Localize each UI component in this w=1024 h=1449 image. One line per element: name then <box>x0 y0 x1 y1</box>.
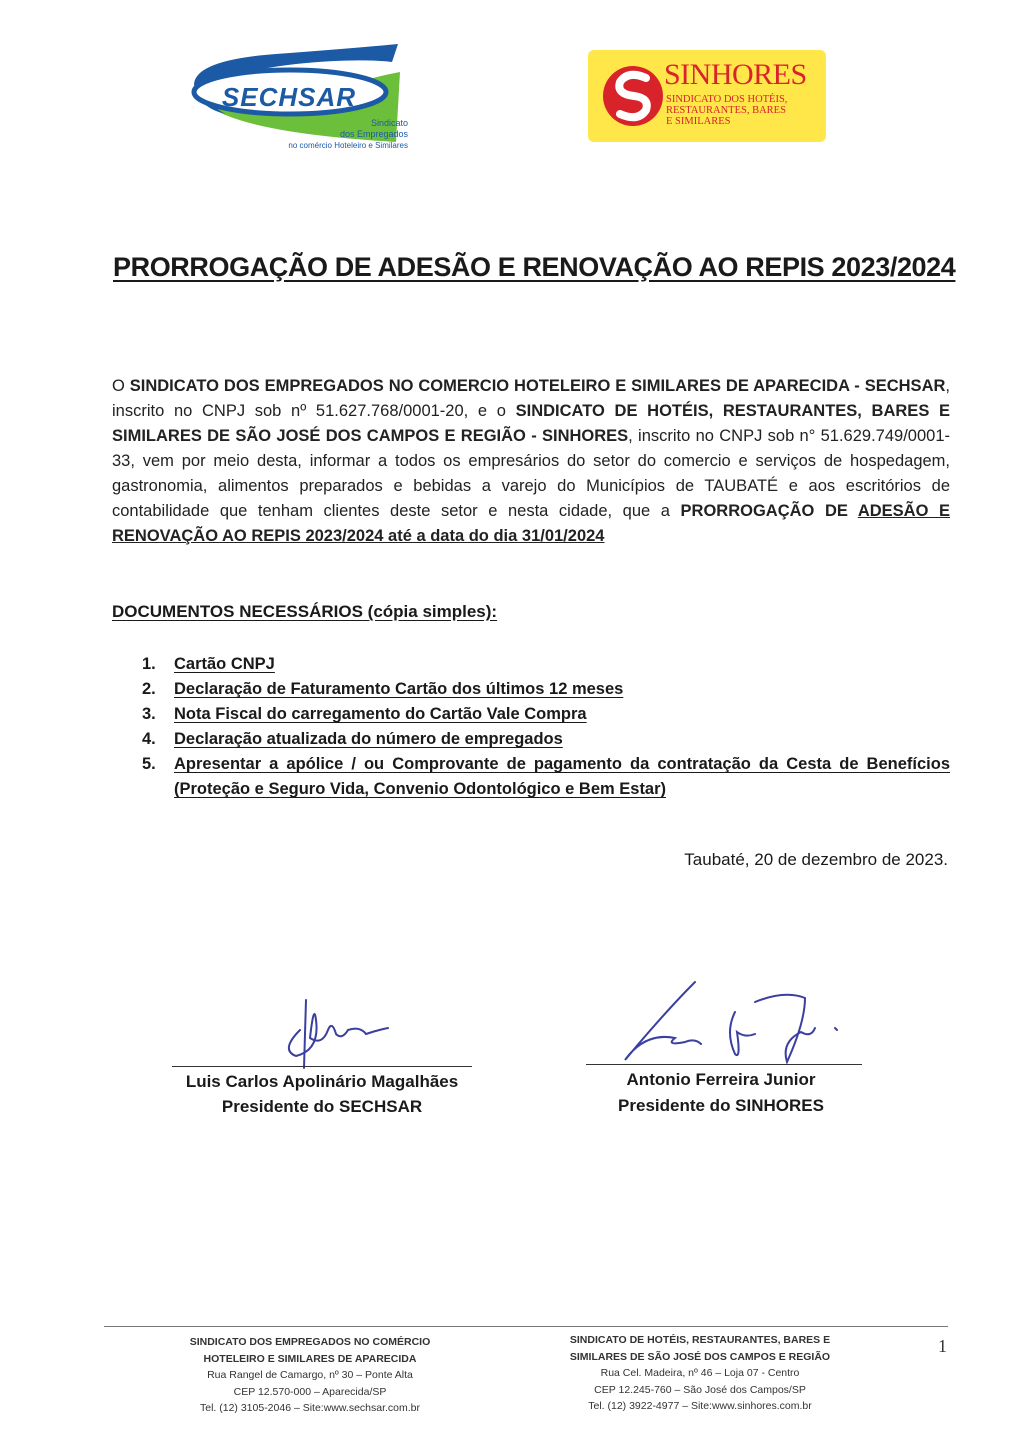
list-item: 1. Cartão CNPJ <box>142 655 275 673</box>
list-item: 3. Nota Fiscal do carregamento do Cartão Vale Compra <box>142 705 587 723</box>
body-sechsar-name: SINDICATO DOS EMPREGADOS NO COMERCIO HOTELEIRO E SIMILARES DE APARECIDA - SECHSAR <box>129 377 946 395</box>
signature-right-name: Antonio Ferreira Junior <box>626 1070 816 1089</box>
sechsar-sub-3: no comércio Hoteleiro e Similares <box>288 141 408 150</box>
list-item: 2. Declaração de Faturamento Cartão dos últimos 12 meses <box>142 680 624 698</box>
sinhores-sub-2: RESTAURANTES, BARES <box>666 105 786 116</box>
body-text-2: , inscrito no CNPJ sob nº 51.627.768/0001-20, e o <box>112 377 950 420</box>
signature-line-right <box>586 1064 862 1065</box>
sinhores-logo <box>588 50 826 142</box>
document-title: PRORROGAÇÃO DE ADESÃO E RENOVAÇÃO AO REPIS 2023/2024 <box>113 252 956 282</box>
list-item: 5. Apresentar a apólice / ou Comprovante de pagamento da contratação da Cesta de Benefícios (Proteção e Seguro Vida, Convenio Odontológico e Bem Estar) <box>142 755 950 798</box>
sinhores-wordmark: SINHORES <box>664 58 807 91</box>
documents-list <box>112 652 950 802</box>
body-prorrogacao: PRORROGAÇÃO DE <box>680 502 858 520</box>
body-text-3: , inscrito no CNPJ sob n° 51.629.749/0001-33, vem por meio desta, informar a todos os empresários do setor do comercio e serviços de hospedagem, gastronomia, alimentos preparados e bebidas a varejo do Municípios de TAUBATÉ e aos escritórios de contabilidade que tenham clientes deste setor e nesta cidade, que a <box>112 427 950 520</box>
sinhores-s-icon <box>598 56 668 136</box>
sinhores-sub-1: SINDICATO DOS HOTÉIS, <box>666 94 788 105</box>
signature-left-icon <box>270 990 400 1070</box>
footer-left: SINDICATO DOS EMPREGADOS NO COMÉRCIO HOTELEIRO E SIMILARES DE APARECIDA Rua Rangel de Camargo, nº 30 – Ponte Alta CEP 12.570-000 – Aparecida/SP Tel. (12) 3105-2046 – Site:www.sechsar.com.br <box>189 1336 431 1414</box>
sechsar-sub-1: Sindicato <box>370 118 408 128</box>
signature-right-icon <box>605 972 855 1067</box>
signature-right-role: Presidente do SINHORES <box>618 1096 824 1115</box>
body-deadline: ADESÃO E RENOVAÇÃO AO REPIS 2023/2024 até a data do dia 31/01/2024 <box>112 502 950 545</box>
page-number: 1 <box>938 1336 947 1356</box>
sechsar-wordmark: SECHSAR <box>221 82 357 112</box>
body-paragraph <box>112 374 950 549</box>
body-sinhores-name: SINDICATO DE HOTÉIS, RESTAURANTES, BARES E SIMILARES DE SÃO JOSÉ DOS CAMPOS E REGIÃO - SINHORES <box>112 402 951 445</box>
sechsar-logo <box>186 42 416 154</box>
documents-heading: DOCUMENTOS NECESSÁRIOS (cópia simples): <box>112 602 498 621</box>
date-line: Taubaté, 20 de dezembro de 2023. <box>684 850 948 869</box>
footer-divider <box>104 1326 948 1327</box>
signature-left-name: Luis Carlos Apolinário Magalhães <box>185 1072 459 1091</box>
footer-right: SINDICATO DE HOTÉIS, RESTAURANTES, BARES E SIMILARES DE SÃO JOSÉ DOS CAMPOS E REGIÃO Rua Cel. Madeira, nº 46 – Loja 07 - Centro CEP 12.245-760 – São José dos Campos/SP Tel. (12) 3922-4977 – Site:www.sinhores.com.br <box>569 1334 831 1412</box>
body-text-1: O <box>112 377 130 395</box>
sinhores-sub-3: E SIMILARES <box>666 116 731 127</box>
signature-line-left <box>172 1066 472 1067</box>
list-item: 4. Declaração atualizada do número de empregados <box>142 730 563 748</box>
sechsar-sub-2: dos Empregados <box>339 129 408 139</box>
signature-left-role: Presidente do SECHSAR <box>221 1097 423 1116</box>
